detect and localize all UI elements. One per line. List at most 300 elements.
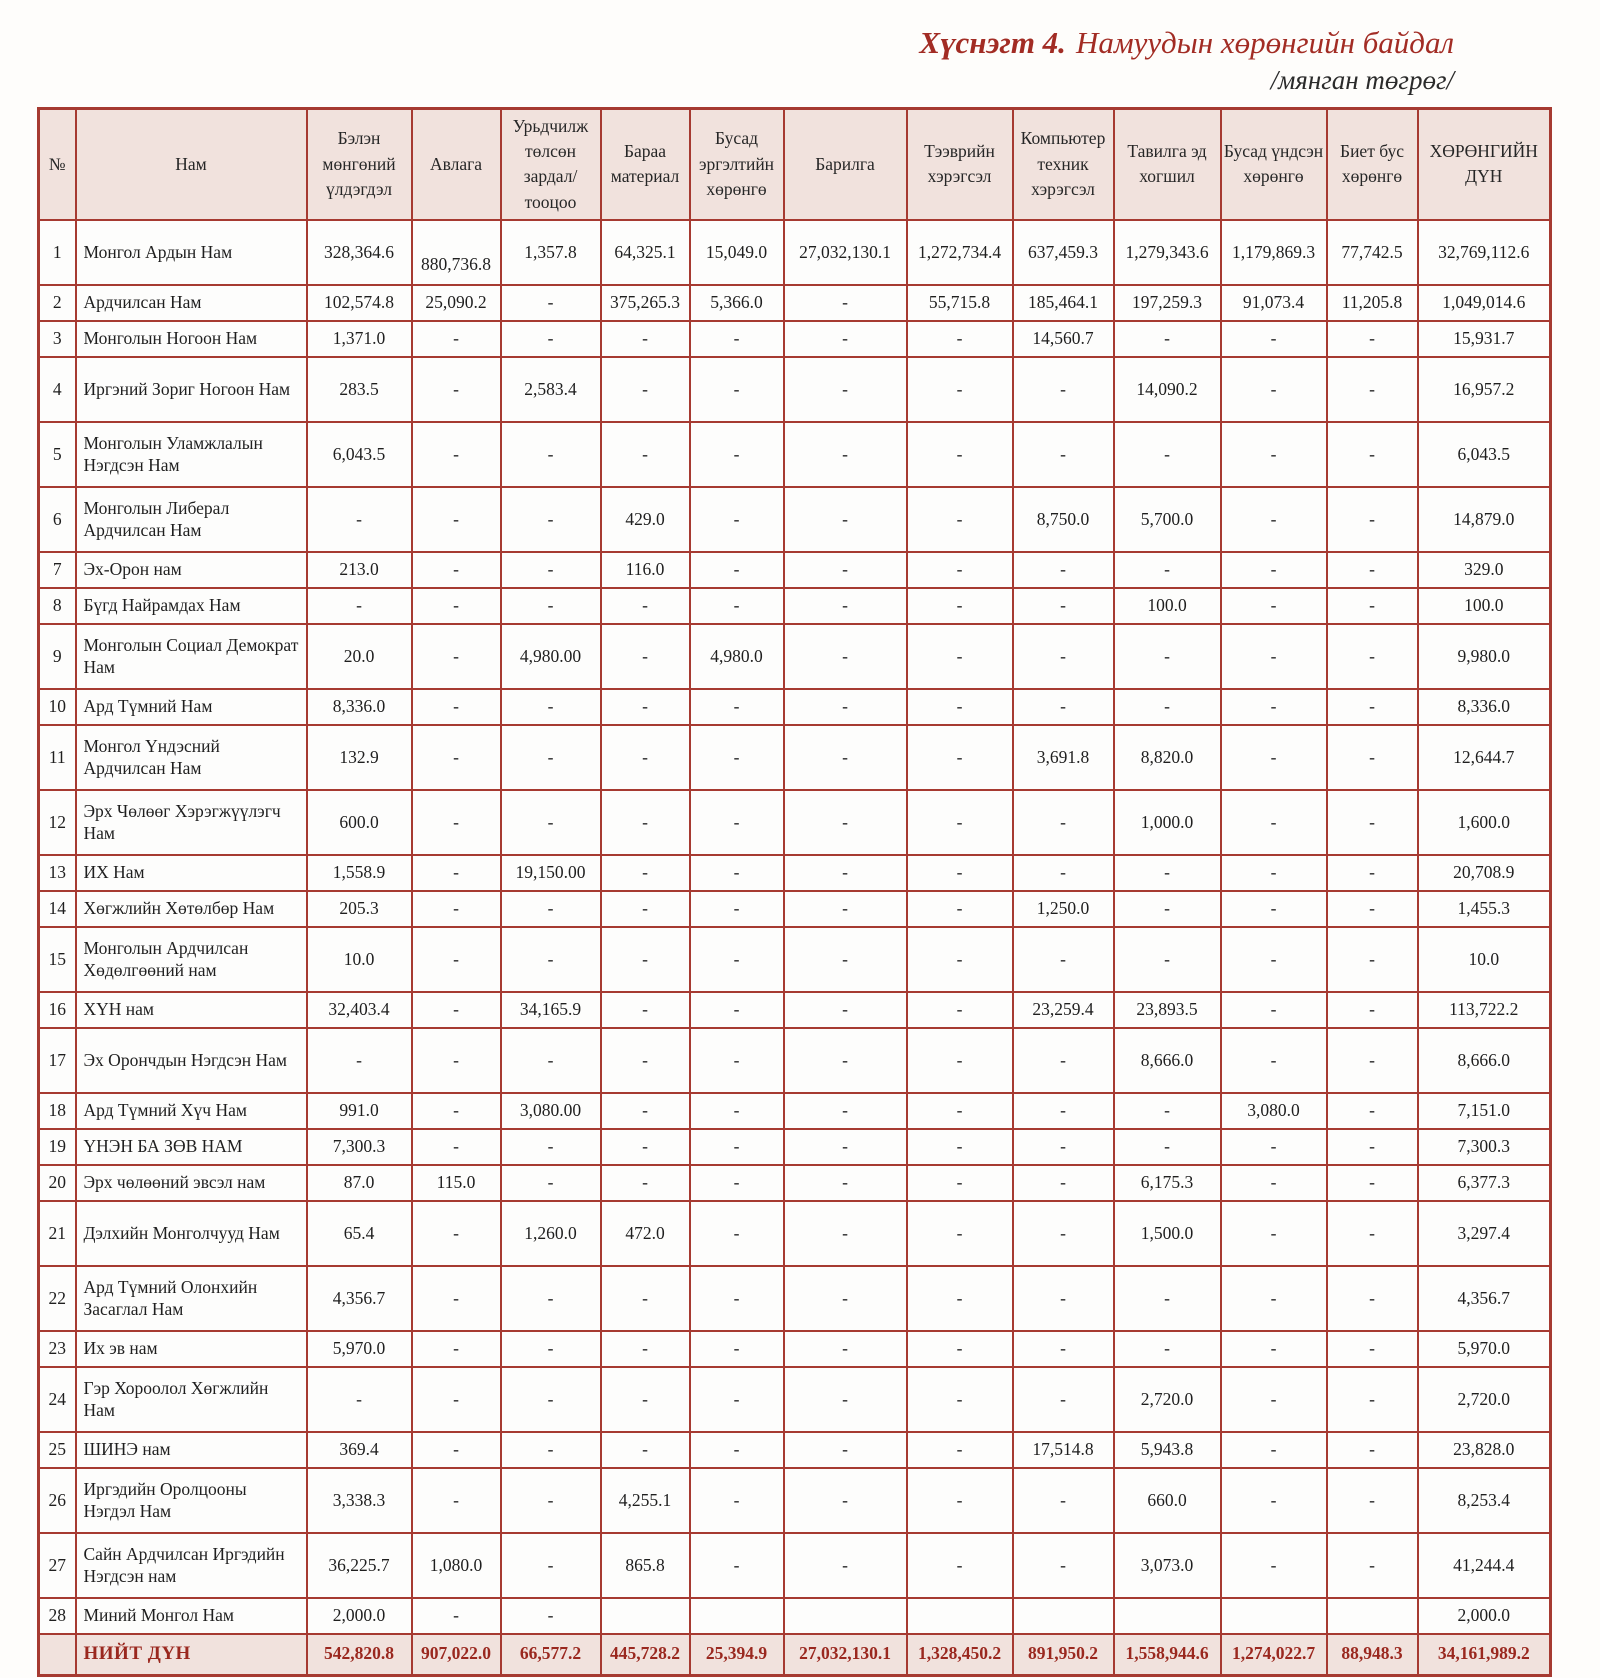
value-cell: 2,720.0: [1114, 1367, 1221, 1432]
value-cell: -: [1221, 357, 1327, 422]
value-cell: -: [412, 992, 501, 1028]
party-name-cell: Монгол Үндэсний Ардчилсан Нам: [76, 725, 307, 790]
value-cell: -: [907, 624, 1013, 689]
value-cell: -: [1114, 1266, 1221, 1331]
value-cell: -: [690, 1367, 784, 1432]
value-cell: -: [690, 1266, 784, 1331]
value-cell: -: [501, 321, 601, 357]
value-cell: -: [501, 689, 601, 725]
value-cell: 34,165.9: [501, 992, 601, 1028]
row-number-cell: 11: [39, 725, 76, 790]
value-cell: -: [784, 487, 907, 552]
row-number-cell: 12: [39, 790, 76, 855]
column-header-9: Компьютер техник хэрэгсэл: [1013, 108, 1114, 220]
column-header-13: ХӨРӨНГИЙН ДҮН: [1418, 108, 1551, 220]
value-cell: 6,377.3: [1418, 1165, 1551, 1201]
value-cell: -: [501, 487, 601, 552]
value-cell: -: [1221, 855, 1327, 891]
value-cell: -: [1327, 1165, 1418, 1201]
value-cell: -: [907, 1129, 1013, 1165]
value-cell: -: [1327, 1331, 1418, 1367]
value-cell: 865.8: [601, 1533, 690, 1598]
value-cell: 1,600.0: [1418, 790, 1551, 855]
value-cell: -: [907, 689, 1013, 725]
value-cell: 5,366.0: [690, 285, 784, 321]
value-cell: -: [784, 725, 907, 790]
value-cell: [784, 1598, 907, 1634]
value-cell: 429.0: [601, 487, 690, 552]
value-cell: -: [907, 1468, 1013, 1533]
table-row: [39, 422, 1551, 487]
column-header-8: Тээврийн хэрэгсэл: [907, 108, 1013, 220]
table-row: [39, 1129, 1551, 1165]
value-cell: -: [907, 588, 1013, 624]
party-name-cell: Миний Монгол Нам: [76, 1598, 307, 1634]
value-cell: -: [412, 1331, 501, 1367]
value-cell: 283.5: [307, 357, 412, 422]
value-cell: 5,943.8: [1114, 1432, 1221, 1468]
value-cell: -: [784, 790, 907, 855]
value-cell: -: [690, 1129, 784, 1165]
value-cell: -: [1013, 357, 1114, 422]
value-cell: -: [501, 422, 601, 487]
value-cell: -: [784, 1331, 907, 1367]
value-cell: 11,205.8: [1327, 285, 1418, 321]
value-cell: 12,644.7: [1418, 725, 1551, 790]
party-name-cell: Иргэдийн Оролцооны Нэгдэл Нам: [76, 1468, 307, 1533]
value-cell: -: [907, 1367, 1013, 1432]
table-row: [39, 855, 1551, 891]
value-cell: 91,073.4: [1221, 285, 1327, 321]
value-cell: -: [1221, 1468, 1327, 1533]
value-cell: -: [690, 1432, 784, 1468]
total-number-cell: [39, 1634, 76, 1675]
value-cell: 660.0: [1114, 1468, 1221, 1533]
row-number-cell: 23: [39, 1331, 76, 1367]
value-cell: -: [690, 1533, 784, 1598]
value-cell: -: [1221, 624, 1327, 689]
table-row: [39, 1367, 1551, 1432]
row-number-cell: 26: [39, 1468, 76, 1533]
value-cell: -: [601, 1165, 690, 1201]
value-cell: -: [412, 552, 501, 588]
row-number-cell: 15: [39, 927, 76, 992]
value-cell: -: [601, 992, 690, 1028]
value-cell: -: [784, 1533, 907, 1598]
value-cell: 4,356.7: [1418, 1266, 1551, 1331]
value-cell: 329.0: [1418, 552, 1551, 588]
value-cell: -: [307, 487, 412, 552]
value-cell: -: [412, 1468, 501, 1533]
value-cell: 2,000.0: [1418, 1598, 1551, 1634]
value-cell: 3,297.4: [1418, 1201, 1551, 1266]
value-cell: -: [412, 891, 501, 927]
value-cell: -: [601, 1266, 690, 1331]
value-cell: -: [1327, 725, 1418, 790]
row-number-cell: 19: [39, 1129, 76, 1165]
party-name-cell: Ард Түмний Олонхийн Засаглал Нам: [76, 1266, 307, 1331]
value-cell: -: [1013, 552, 1114, 588]
value-cell: -: [1221, 321, 1327, 357]
value-cell: 3,080.0: [1221, 1093, 1327, 1129]
value-cell: -: [907, 1533, 1013, 1598]
value-cell: -: [690, 1201, 784, 1266]
value-cell: -: [501, 1598, 601, 1634]
value-cell: 8,750.0: [1013, 487, 1114, 552]
column-header-11: Бусад үндсэн хөрөнгө: [1221, 108, 1327, 220]
value-cell: -: [784, 624, 907, 689]
table-row: [39, 487, 1551, 552]
value-cell: -: [412, 1201, 501, 1266]
value-cell: 15,931.7: [1418, 321, 1551, 357]
value-cell: -: [501, 1129, 601, 1165]
value-cell: 7,151.0: [1418, 1093, 1551, 1129]
value-cell: 15,049.0: [690, 220, 784, 285]
value-cell: 7,300.3: [307, 1129, 412, 1165]
value-cell: 1,260.0: [501, 1201, 601, 1266]
value-cell: -: [690, 1165, 784, 1201]
value-cell: 9,980.0: [1418, 624, 1551, 689]
value-cell: 5,970.0: [1418, 1331, 1551, 1367]
table-row: [39, 1266, 1551, 1331]
value-cell: 132.9: [307, 725, 412, 790]
value-cell: -: [784, 321, 907, 357]
row-number-cell: 1: [39, 220, 76, 285]
party-name-cell: Ард Түмний Нам: [76, 689, 307, 725]
value-cell: -: [1013, 927, 1114, 992]
value-cell: -: [784, 1201, 907, 1266]
value-cell: -: [1114, 1129, 1221, 1165]
total-value-cell: 1,274,022.7: [1221, 1634, 1327, 1675]
value-cell: -: [690, 1468, 784, 1533]
row-number-cell: 9: [39, 624, 76, 689]
value-cell: 3,691.8: [1013, 725, 1114, 790]
value-cell: 1,000.0: [1114, 790, 1221, 855]
row-number-cell: 8: [39, 588, 76, 624]
value-cell: -: [1327, 1129, 1418, 1165]
value-cell: -: [907, 927, 1013, 992]
value-cell: 3,080.00: [501, 1093, 601, 1129]
row-number-cell: 25: [39, 1432, 76, 1468]
column-header-7: Барилга: [784, 108, 907, 220]
value-cell: [1013, 1598, 1114, 1634]
value-cell: 880,736.8: [412, 220, 501, 285]
value-cell: -: [501, 1432, 601, 1468]
value-cell: 2,000.0: [307, 1598, 412, 1634]
value-cell: -: [907, 1331, 1013, 1367]
value-cell: 36,225.7: [307, 1533, 412, 1598]
party-assets-table: [37, 107, 1552, 1677]
party-name-cell: Сайн Ардчилсан Иргэдийн Нэгдсэн нам: [76, 1533, 307, 1598]
total-value-cell: 25,394.9: [690, 1634, 784, 1675]
total-value-cell: 66,577.2: [501, 1634, 601, 1675]
value-cell: -: [501, 1468, 601, 1533]
value-cell: -: [907, 1093, 1013, 1129]
value-cell: -: [1327, 790, 1418, 855]
value-cell: -: [1221, 1028, 1327, 1093]
value-cell: 1,049,014.6: [1418, 285, 1551, 321]
value-cell: 25,090.2: [412, 285, 501, 321]
value-cell: -: [690, 321, 784, 357]
value-cell: -: [1327, 927, 1418, 992]
table-row: [39, 1028, 1551, 1093]
value-cell: 8,666.0: [1114, 1028, 1221, 1093]
value-cell: -: [501, 927, 601, 992]
value-cell: -: [501, 552, 601, 588]
value-cell: 55,715.8: [907, 285, 1013, 321]
total-value-cell: 542,820.8: [307, 1634, 412, 1675]
value-cell: 1,371.0: [307, 321, 412, 357]
value-cell: 23,259.4: [1013, 992, 1114, 1028]
value-cell: -: [501, 1331, 601, 1367]
value-cell: -: [1327, 1201, 1418, 1266]
value-cell: -: [601, 321, 690, 357]
value-cell: -: [501, 1165, 601, 1201]
value-cell: -: [690, 357, 784, 422]
table-row: [39, 1432, 1551, 1468]
value-cell: 6,175.3: [1114, 1165, 1221, 1201]
value-cell: -: [1013, 624, 1114, 689]
value-cell: -: [601, 1129, 690, 1165]
value-cell: -: [690, 588, 784, 624]
row-number-cell: 6: [39, 487, 76, 552]
value-cell: -: [412, 1266, 501, 1331]
value-cell: 115.0: [412, 1165, 501, 1201]
value-cell: -: [412, 725, 501, 790]
value-cell: -: [690, 992, 784, 1028]
value-cell: -: [1327, 588, 1418, 624]
value-cell: -: [690, 725, 784, 790]
value-cell: -: [1013, 1201, 1114, 1266]
value-cell: -: [1114, 689, 1221, 725]
value-cell: 197,259.3: [1114, 285, 1221, 321]
value-cell: 1,179,869.3: [1221, 220, 1327, 285]
row-number-cell: 16: [39, 992, 76, 1028]
value-cell: -: [907, 725, 1013, 790]
value-cell: 991.0: [307, 1093, 412, 1129]
party-name-cell: Эрх чөлөөний эвсэл нам: [76, 1165, 307, 1201]
value-cell: -: [1327, 487, 1418, 552]
value-cell: -: [1221, 1432, 1327, 1468]
value-cell: 8,666.0: [1418, 1028, 1551, 1093]
value-cell: -: [1327, 855, 1418, 891]
value-cell: 10.0: [1418, 927, 1551, 992]
table-row: [39, 357, 1551, 422]
party-name-cell: Гэр Хороолол Хөгжлийн Нам: [76, 1367, 307, 1432]
value-cell: -: [1114, 624, 1221, 689]
value-cell: 4,980.0: [690, 624, 784, 689]
value-cell: -: [1221, 422, 1327, 487]
value-cell: -: [1221, 552, 1327, 588]
value-cell: -: [501, 588, 601, 624]
value-cell: 3,338.3: [307, 1468, 412, 1533]
row-number-cell: 2: [39, 285, 76, 321]
value-cell: -: [412, 855, 501, 891]
value-cell: 4,255.1: [601, 1468, 690, 1533]
value-cell: -: [1114, 1331, 1221, 1367]
table-row: [39, 790, 1551, 855]
table-row: [39, 1093, 1551, 1129]
row-number-cell: 14: [39, 891, 76, 927]
row-number-cell: 5: [39, 422, 76, 487]
row-number-cell: 4: [39, 357, 76, 422]
value-cell: 205.3: [307, 891, 412, 927]
party-name-cell: Монголын Ногоон Нам: [76, 321, 307, 357]
value-cell: -: [601, 1331, 690, 1367]
value-cell: -: [784, 992, 907, 1028]
value-cell: 14,560.7: [1013, 321, 1114, 357]
value-cell: -: [784, 855, 907, 891]
value-cell: 1,080.0: [412, 1533, 501, 1598]
value-cell: 100.0: [1418, 588, 1551, 624]
value-cell: -: [412, 422, 501, 487]
value-cell: -: [1221, 487, 1327, 552]
column-header-0: №: [39, 108, 76, 220]
value-cell: [1327, 1598, 1418, 1634]
value-cell: 375,265.3: [601, 285, 690, 321]
value-cell: -: [501, 285, 601, 321]
value-cell: -: [690, 487, 784, 552]
value-cell: -: [412, 689, 501, 725]
value-cell: -: [1013, 1367, 1114, 1432]
value-cell: 10.0: [307, 927, 412, 992]
value-cell: [907, 1598, 1013, 1634]
value-cell: 185,464.1: [1013, 285, 1114, 321]
column-header-4: Урьдчилж төлсөн зардал/ тооцоо: [501, 108, 601, 220]
value-cell: -: [601, 790, 690, 855]
value-cell: -: [784, 1129, 907, 1165]
value-cell: 14,879.0: [1418, 487, 1551, 552]
header-row: [39, 108, 1551, 220]
value-cell: -: [784, 1028, 907, 1093]
party-name-cell: Эх Орончдын Нэгдсэн Нам: [76, 1028, 307, 1093]
value-cell: -: [412, 1093, 501, 1129]
value-cell: -: [690, 422, 784, 487]
total-value-cell: 34,161,989.2: [1418, 1634, 1551, 1675]
value-cell: -: [784, 1165, 907, 1201]
value-cell: 6,043.5: [307, 422, 412, 487]
value-cell: -: [307, 1028, 412, 1093]
value-cell: 1,272,734.4: [907, 220, 1013, 285]
value-cell: -: [1013, 1093, 1114, 1129]
value-cell: -: [690, 689, 784, 725]
value-cell: [690, 1598, 784, 1634]
value-cell: -: [501, 1367, 601, 1432]
value-cell: -: [690, 891, 784, 927]
party-name-cell: Иргэний Зориг Ногоон Нам: [76, 357, 307, 422]
party-name-cell: ИХ Нам: [76, 855, 307, 891]
value-cell: -: [501, 725, 601, 790]
value-cell: -: [307, 1367, 412, 1432]
value-cell: 8,253.4: [1418, 1468, 1551, 1533]
value-cell: 1,558.9: [307, 855, 412, 891]
value-cell: -: [601, 588, 690, 624]
value-cell: 17,514.8: [1013, 1432, 1114, 1468]
value-cell: -: [907, 992, 1013, 1028]
value-cell: 328,364.6: [307, 220, 412, 285]
value-cell: 65.4: [307, 1201, 412, 1266]
column-header-6: Бусад эргэлтийн хөрөнгө: [690, 108, 784, 220]
value-cell: -: [1013, 1468, 1114, 1533]
value-cell: -: [501, 1533, 601, 1598]
value-cell: -: [784, 1266, 907, 1331]
value-cell: -: [412, 790, 501, 855]
value-cell: -: [1221, 1533, 1327, 1598]
value-cell: 64,325.1: [601, 220, 690, 285]
value-cell: -: [690, 552, 784, 588]
value-cell: 369.4: [307, 1432, 412, 1468]
row-number-cell: 28: [39, 1598, 76, 1634]
value-cell: -: [1221, 1266, 1327, 1331]
value-cell: -: [1327, 689, 1418, 725]
value-cell: -: [1114, 321, 1221, 357]
value-cell: -: [412, 1432, 501, 1468]
value-cell: -: [501, 790, 601, 855]
table-title-text: Намуудын хөрөнгийн байдал: [1075, 25, 1454, 60]
value-cell: -: [1221, 790, 1327, 855]
value-cell: -: [412, 487, 501, 552]
party-name-cell: Эх-Орон нам: [76, 552, 307, 588]
document-header: [0, 0, 1600, 97]
value-cell: 23,893.5: [1114, 992, 1221, 1028]
value-cell: 87.0: [307, 1165, 412, 1201]
table-row: [39, 927, 1551, 992]
value-cell: -: [1013, 689, 1114, 725]
value-cell: -: [1221, 992, 1327, 1028]
value-cell: 213.0: [307, 552, 412, 588]
value-cell: -: [1221, 1201, 1327, 1266]
row-number-cell: 24: [39, 1367, 76, 1432]
value-cell: -: [1327, 1266, 1418, 1331]
value-cell: 23,828.0: [1418, 1432, 1551, 1468]
table-row: [39, 220, 1551, 285]
value-cell: -: [1327, 552, 1418, 588]
value-cell: -: [501, 1266, 601, 1331]
value-cell: 20.0: [307, 624, 412, 689]
value-cell: -: [601, 624, 690, 689]
row-number-cell: 20: [39, 1165, 76, 1201]
value-cell: -: [412, 588, 501, 624]
value-cell: 16,957.2: [1418, 357, 1551, 422]
value-cell: 116.0: [601, 552, 690, 588]
table-row: [39, 891, 1551, 927]
value-cell: -: [784, 588, 907, 624]
value-cell: -: [1114, 422, 1221, 487]
value-cell: -: [1327, 422, 1418, 487]
value-cell: -: [784, 552, 907, 588]
value-cell: -: [1221, 891, 1327, 927]
table-row: [39, 1165, 1551, 1201]
value-cell: 5,700.0: [1114, 487, 1221, 552]
value-cell: -: [1114, 552, 1221, 588]
value-cell: -: [1013, 588, 1114, 624]
value-cell: -: [784, 891, 907, 927]
value-cell: -: [601, 1367, 690, 1432]
value-cell: -: [1327, 1468, 1418, 1533]
value-cell: -: [907, 321, 1013, 357]
table-row: [39, 588, 1551, 624]
value-cell: -: [1221, 725, 1327, 790]
value-cell: -: [1221, 689, 1327, 725]
value-cell: 4,356.7: [307, 1266, 412, 1331]
table-row: [39, 992, 1551, 1028]
value-cell: [601, 1598, 690, 1634]
value-cell: -: [1327, 321, 1418, 357]
value-cell: -: [784, 422, 907, 487]
value-cell: -: [784, 285, 907, 321]
table-row: [39, 725, 1551, 790]
value-cell: -: [907, 357, 1013, 422]
